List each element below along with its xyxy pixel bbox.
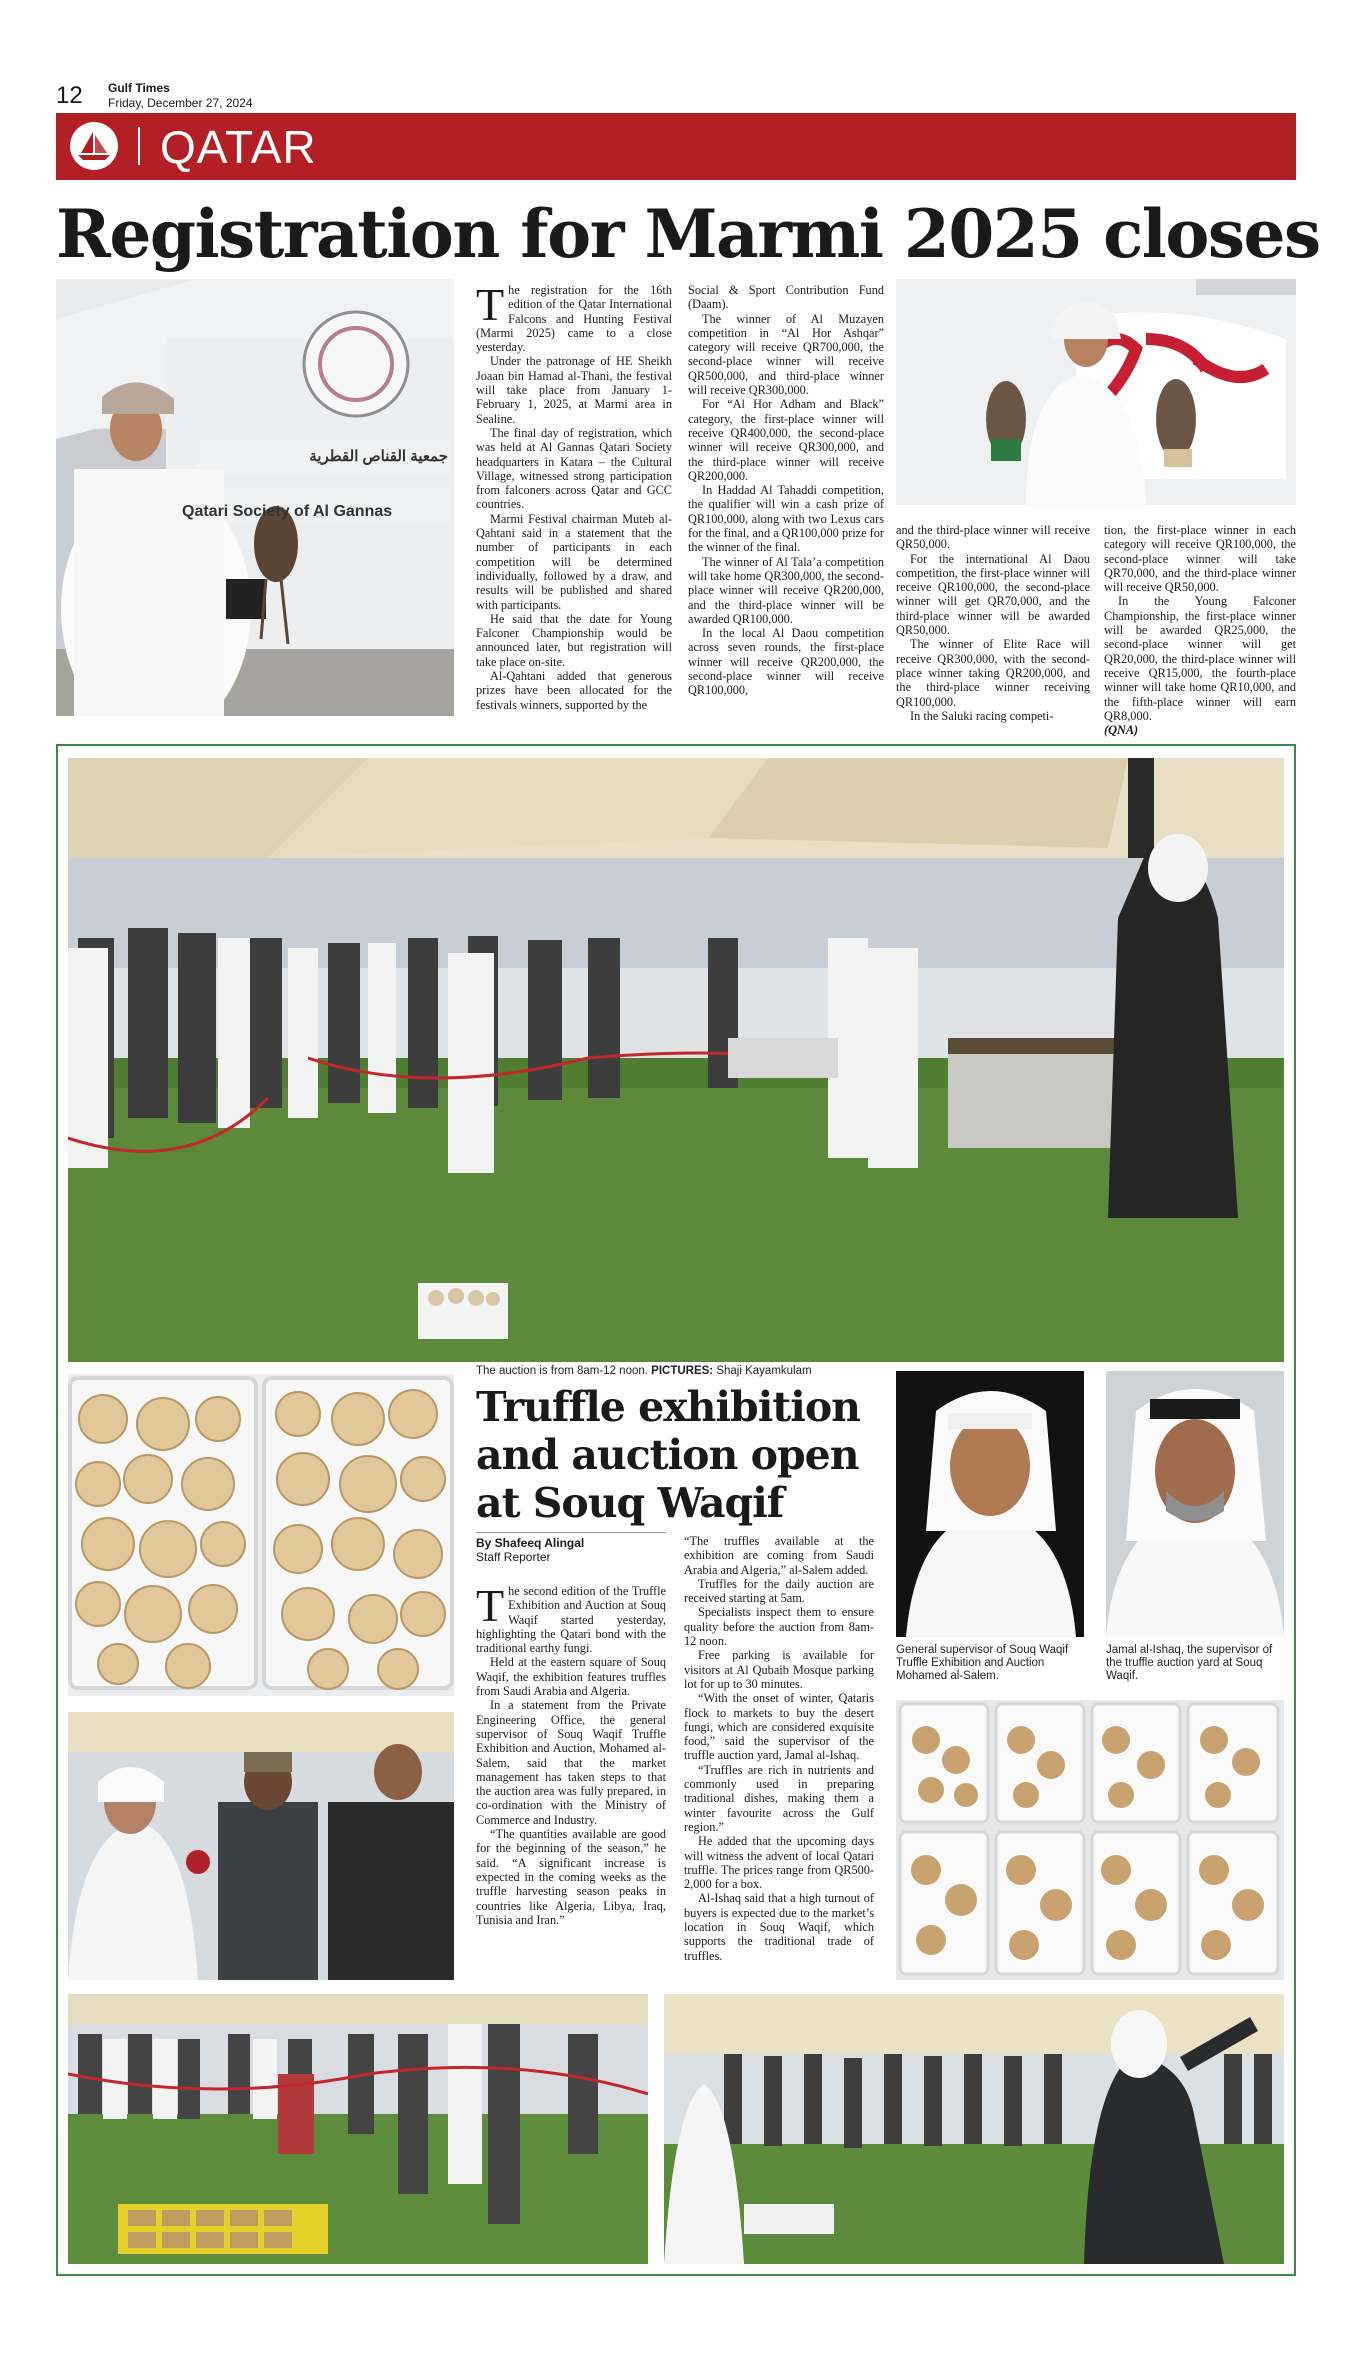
paragraph: He said that the date for Young Falconer Championship would be announced later, but registration will take place on-site. [476,611,672,669]
paragraph: “With the onset of winter, Qataris flock to markets to buy the desert fungi, which are considered exquisite food,” said the supervisor of the truffle auction yard, Jamal al-Ishaq. [684,1691,874,1763]
paragraph: Held at the eastern square of Souq Waqif, the exhibition features truffles from Saudi Arabia and Algeria. [476,1655,666,1699]
falconer-with-falcons-photo [896,279,1296,505]
paragraph: The final day of registration, which was held at Al Gannas Qatari Society headquarters in Katara – the Cultural Village, witnessed strong participation from falconers across Qatar and GCC countries. [476,425,672,512]
paragraph: Marmi Festival chairman Muteb al-Qahtani said in a statement that the number of participants in each competition will be determined individually, followed by a draw, and results will be published and shared with participants. [476,511,672,612]
truffle-boxes-grid-photo [896,1700,1284,1980]
agency-credit: (QNA) [1104,723,1139,738]
paragraph: “The truffles available at the exhibition are coming from Saudi Arabia and Algeria,” al-Salem added. [684,1534,874,1577]
photographer-credit: Shaji Kayamkulam [716,1365,812,1377]
auction-crowd-photo [68,1994,648,2264]
sign-text-arabic: جمعية القناص القطرية [309,448,448,465]
paragraph: In a statement from the Private Engineering Office, the general supervisor of Souq Waqif Truffle Exhibition and Auction, Mohamed al-Salem, said that the market management has taken steps to that the auction area was fully prepared, in co-ordination with the Ministry of Commerce and Industry. [476,1698,666,1827]
dhow-boat-icon [70,122,118,170]
paragraph: In the Saluki racing competi- [910,708,1054,723]
truffle-story-column-2 [684,1534,874,1963]
auctioneer-photo [664,1994,1284,2264]
byline-rule [476,1532,666,1533]
paragraph: In the Young Falconer Championship, the first-place winner will be awarded QR25,000, the second-place winner will get QR20,000, the third-place winner will receive QR15,000, the fourth-place winner will take home QR10,000, and the fifth-place winner will earn QR8,000. [1104,594,1296,723]
main-headline: Registration for Marmi 2025 closes [56,195,1320,273]
paragraph: “Truffles are rich in nutrients and commonly used in preparing traditional dishes, making them a winter favourite across the Gulf region.” [684,1762,874,1834]
paragraph: For the international Al Daou competition, the first-place winner will receive QR100,000, the second-place winner will get QR70,000, and the third-place winner will be awarded QR50,000. [896,551,1090,638]
auction-photo-caption [476,1365,896,1378]
dropcap: T [476,1580,505,1631]
paragraph: Al-Ishaq said that a high turnout of buyers is expected due to the market’s location in Souq Waqif, which supports the traditional trade of truffles. [684,1891,874,1963]
issue-date: Friday, December 27, 2024 [108,96,253,110]
paragraph: he second edition of the Truffle Exhibition and Auction at Souq Waqif started yesterday, highlighting the Qatari bond with the traditional earthy fungi. [476,1584,666,1656]
paragraph: In the local Al Daou competition across seven rounds, the first-place winner will receive QR200,000, the second-place winner will receive QR100,000, [688,626,884,698]
paragraph: Al-Qahtani added that generous prizes have been allocated for the festivals winners, supported by the [476,669,672,712]
paragraph: he registration for the 16th edition of the Qatar International Falcons and Hunting Festival (Marmi 2025) came to a close yesterday. [476,283,672,355]
portrait-jamal-al-ishaq [1106,1371,1284,1637]
portrait-1-caption: General supervisor of Souq Waqif Truffle Exhibition and Auction Mohamed al-Salem. [896,1644,1069,1682]
main-story-column-1 [476,279,672,712]
page-number: 12 [56,82,83,109]
men-inspecting-truffles-photo [68,1712,454,1980]
truffle-boxes-photo [68,1374,454,1696]
paragraph: Social & Sport Contribution Fund (Daam). [688,283,884,312]
portrait-2-caption: Jamal al-Ishaq, the supervisor of the truffle auction yard at Souq Waqif. [1106,1644,1273,1682]
publication-name: Gulf Times [108,81,170,95]
main-story-column-2 [688,283,884,698]
pictures-label: PICTURES: [651,1365,714,1377]
paragraph: Free parking is available for visitors at Al Qubaib Mosque parking lot for up to 30 minutes. [684,1648,874,1691]
paragraph: tion, the first-place winner in each category will receive QR100,000, the second-place winner will take QR70,000, and the third-place winner will receive QR50,000. [1104,523,1296,595]
truffle-auction-tent-photo [68,758,1284,1362]
section-divider [138,127,140,165]
paragraph: The winner of Al Muzayen competition in “Al Hor Ashqar” category will receive QR700,000, the second-place winner will receive QR500,000, and third-place winner will receive QR300,000. [688,311,884,398]
paragraph: Under the patronage of HE Sheikh Joaan bin Hamad al-Thani, the festival will take place from January 1-February 1, 2025, at Marmi area in Sealine. [476,354,672,426]
main-story-column-4 [1104,523,1296,737]
truffle-story-column-1 [476,1580,666,1927]
section-name: QATAR [160,121,317,173]
sign-text-english: Qatari Society of Al Gannas [182,503,393,520]
byline: By Shafeeq Alingal [476,1536,585,1550]
main-story-column-3 [896,523,1090,723]
paragraph: The winner of Al Tala’a competition will take home QR300,000, the second-place winner will receive QR200,000, and the third-place winner will be awarded QR100,000. [688,554,884,626]
byline-role: Staff Reporter [476,1550,551,1564]
paragraph: For “Al Hor Adham and Black” category, the first-place winner will receive QR400,000, the second-place winner will receive QR300,000, and the third-place winner will receive QR200,000. [688,397,884,483]
paragraph: Truffles for the daily auction are received starting at 5am. [684,1576,874,1606]
dropcap: T [476,279,505,330]
portrait-mohamed-al-salem [896,1371,1084,1637]
paragraph: The winner of Elite Race will receive QR300,000, with the second-place winner taking QR200,000, and the third-place winner receiving QR100,000. [896,637,1090,709]
paragraph: Specialists inspect them to ensure quality before the auction from 8am-12 noon. [684,1605,874,1649]
paragraph: and the third-place winner will receive QR50,000. [896,523,1090,552]
paragraph: In Haddad Al Tahaddi competition, the qualifier will win a cash prize of QR100,000, along with two Lexus cars for the final, and a QR100,000 prize for the winner of the final. [688,483,884,555]
paragraph: “The quantities available are good for the beginning of the season,” he said. “A significant increase is expected in the coming weeks as the truffle harvesting season peaks in countries like Algeria, Libya, Iraq, Tunisia and Iran.” [476,1827,666,1927]
truffle-headline: Truffle exhibition and auction open at Souq Waqif [476,1383,860,1527]
caption-text: The auction is from 8am-12 noon. [476,1365,648,1377]
paragraph: He added that the upcoming days will witness the advent of local Qatari truffle. The prices range from QR500-2,000 for a box. [684,1834,874,1892]
falconer-at-society-photo [56,279,454,716]
